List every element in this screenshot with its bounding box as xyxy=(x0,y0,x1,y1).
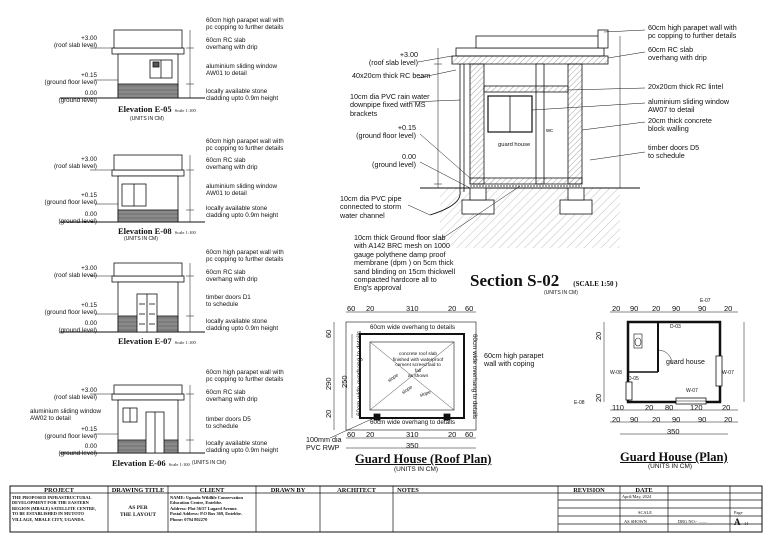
e05-units: (UNITS IN CM) xyxy=(130,116,164,122)
section-slab-spec: 10cm thick Ground floor slab with A142 BRC mesh on 1000 gauge polythene damp proof membrane (dpm ) on 5cm thick sand blinding on 15cm thickwell compacted hardcore all to Eng's approval xyxy=(354,233,456,293)
e06-parapet-note: 60cm high parapet wall with pc copping to further details xyxy=(206,369,284,384)
plan-bottom1-dim-1: 110 xyxy=(612,403,624,412)
tb-header-drawn-by: DRAWN BY xyxy=(270,487,306,494)
e06-stone-note: locally available stone cladding upto 0.9m height xyxy=(206,440,279,455)
roof-plan-drawing xyxy=(330,312,476,448)
roof-left-dim-1: 60 xyxy=(324,329,333,338)
tb-header-notes: NOTES xyxy=(397,487,419,494)
e05-ground-level-label: 0.00 (ground level) xyxy=(58,90,97,105)
e07-ground-level-label: 0.00 (ground level) xyxy=(58,320,97,335)
section-s02-drawing xyxy=(408,30,645,248)
e07-title: Elevation E-07 Scale 1:100 xyxy=(118,336,196,346)
plan-total-dim: 350 xyxy=(667,427,680,436)
plan-top-dim-6: 20 xyxy=(724,304,733,313)
e07-stone-note: locally available stone cladding upto 0.9m height xyxy=(206,318,279,333)
plan-bottom1-dim-3: 80 xyxy=(665,403,674,412)
e06-roof-level-label: +3.00 (roof slab level) xyxy=(53,387,97,402)
e05-window-note: aluminium sliding window AW01 to detail xyxy=(206,63,278,78)
roof-rwp-note: 100mm dia PVC RWP xyxy=(306,435,342,453)
plan-bottom1-dim-2: 20 xyxy=(645,403,654,412)
section-wc-label: wc xyxy=(546,128,554,134)
roof-plan-title: Guard House (Roof Plan) xyxy=(355,452,492,466)
plan-top-dim-3: 20 xyxy=(652,304,661,313)
e06-window-note: aluminium sliding window AW02 to detail xyxy=(30,408,102,423)
roof-slope-1: slope xyxy=(387,373,400,384)
roof-top-dim-5: 60 xyxy=(465,304,474,313)
roof-top-dim-1: 60 xyxy=(347,304,356,313)
tb-header-drawing-title: DRAWING TITLE xyxy=(111,487,165,494)
roof-bottom-dim-5: 60 xyxy=(465,430,474,439)
plan-bottom2-dim-2: 90 xyxy=(630,415,639,424)
section-units: (UNITS IN CM) xyxy=(544,290,578,296)
section-wall-note: 20cm thick concrete block walling xyxy=(648,116,712,134)
e05-title: Elevation E-05 Scale 1:100 xyxy=(118,104,196,114)
plan-tag-d03: D-03 xyxy=(670,324,681,330)
tb-drawing-title-text: AS PER THE LAYOUT xyxy=(119,505,157,518)
e08-parapet-note: 60cm high parapet wall with pc copping to further details xyxy=(206,138,284,153)
section-window-note: aluminium sliding window AW07 to detail xyxy=(648,97,730,115)
tb-scale-value: AS SHOWN xyxy=(624,519,647,524)
plan-tag-w07-side: W-07 xyxy=(722,370,734,376)
e08-roof-level-label: +3.00 (roof slab level) xyxy=(53,156,97,171)
tb-header-revision: REVISION xyxy=(573,487,605,494)
roof-overhang-top: 60cm wide overhang to details xyxy=(370,324,456,331)
tb-client-text: NAME: Uganda Wildlife Conservation Education Centre, Entebbe. Address: Plot 56/57 Lugard Avenue. Postal Address: P.O Box 369, Entebbe. Phone: 0794 802270 xyxy=(170,495,243,522)
tb-date-value: April/May, 2024 xyxy=(622,494,652,499)
tb-header-project: PROJECT xyxy=(44,487,74,494)
section-floor-level-label: +0.15 (ground floor level) xyxy=(356,123,416,141)
floor-plan-units: (UNITS IN CM) xyxy=(648,463,693,470)
plan-left-dim-1: 20 xyxy=(594,331,603,340)
plan-tag-e07: E-07 xyxy=(700,298,711,304)
section-door-note: timber doors D5 to schedule xyxy=(648,143,700,161)
floor-plan-title: Guard House (Plan) xyxy=(620,450,728,464)
plan-bottom2-dim-1: 20 xyxy=(612,415,621,424)
e05-roof-level-label: +3.00 (roof slab level) xyxy=(53,35,97,50)
e08-floor-level-label: +0.15 (ground floor level) xyxy=(44,192,97,207)
e06-door-note: timber doors D5 to schedule xyxy=(206,416,251,431)
roof-overhang-bottom: 60cm wide overhang to details xyxy=(370,419,456,426)
roof-top-dim-3: 310 xyxy=(406,304,419,313)
tb-drg-no: DRG NO:- ........ xyxy=(678,519,708,524)
roof-bottom-dim-2: 20 xyxy=(366,430,375,439)
plan-tag-w07: W-07 xyxy=(686,388,698,394)
e06-ground-level-label: 0.00 (ground level) xyxy=(58,443,97,458)
tb-page-label: Page xyxy=(734,510,743,515)
plan-top-dim-2: 90 xyxy=(630,304,639,313)
plan-bottom1-dim-5: 20 xyxy=(722,403,731,412)
plan-top-dim-5: 90 xyxy=(698,304,707,313)
tb-project-text: THE PROPOSED INFRASTRUCTURAL DEVELOPMENT FOR THE EASTERN REGION (MBALE) SATELLITE CENTRE, TO BE ESTABLISHED IN MUTOTO VILLAGE, MBALE CITY, UGANDA. xyxy=(12,495,97,522)
e05-parapet-note: 60cm high parapet wall with pc copping to further details xyxy=(206,17,284,32)
e05-floor-level-label: +0.15 (ground floor level) xyxy=(44,72,97,87)
e07-parapet-note: 60cm high parapet wall with pc copping to further details xyxy=(206,249,284,264)
plan-room-label: guard house xyxy=(666,359,705,366)
e08-window-note: aluminium sliding window AW01 to detail xyxy=(206,183,278,198)
e07-slab-note: 60cm RC slab overhang with drip xyxy=(206,269,258,284)
e05-slab-note: 60cm RC slab overhang with drip xyxy=(206,37,258,52)
plan-bottom2-dim-6: 20 xyxy=(724,415,733,424)
plan-top-dim-1: 20 xyxy=(612,304,621,313)
plan-tag-e08: E-08 xyxy=(574,400,585,406)
plan-tag-d05: D-05 xyxy=(628,376,639,382)
section-lintel-note: 20x20cm thick RC lintel xyxy=(648,82,724,91)
roof-bottom-dim-3: 310 xyxy=(406,430,419,439)
roof-total-dim: 350 xyxy=(406,441,419,450)
roof-slab-note: concrete roof slab finished with waterproof cement screed laid to fall as shown xyxy=(392,352,444,380)
plan-top-dim-4: 90 xyxy=(672,304,681,313)
e08-ground-level-label: 0.00 (ground level) xyxy=(58,211,97,226)
e06-slab-note: 60cm RC slab overhang with drip xyxy=(206,389,258,404)
roof-top-dim-2: 20 xyxy=(366,304,375,313)
tb-header-date: DATE xyxy=(635,487,653,494)
e07-roof-level-label: +3.00 (roof slab level) xyxy=(53,265,97,280)
tb-header-architect: ARCHITECT xyxy=(337,487,376,494)
section-room-label: guard house xyxy=(498,142,531,148)
e07-door-note: timber doors D1 to schedule xyxy=(206,294,251,309)
section-downpipe-label: 10cm dia PVC rain water downpipe fixed with MS brackets xyxy=(350,92,430,118)
e07-floor-level-label: +0.15 (ground floor level) xyxy=(44,302,97,317)
section-title: Section S-02 (SCALE 1:50 ) xyxy=(470,271,618,290)
roof-overhang-right: 60cm wide overhang to details xyxy=(471,334,478,420)
tb-sheet-letter: A xyxy=(734,517,741,527)
tb-scale-label: SCALE xyxy=(638,510,652,515)
roof-plan-units: (UNITS IN CM) xyxy=(394,466,439,473)
section-beam-label: 40x20cm thick RC beam xyxy=(352,71,431,80)
section-pipe-label: 10cm dia PVC pipe connected to storm water channel xyxy=(340,194,402,220)
roof-slope-3: slope xyxy=(419,390,432,399)
e08-title: Elevation E-08 Scale 1:100 xyxy=(118,226,196,236)
plan-bottom2-dim-3: 20 xyxy=(652,415,661,424)
roof-bottom-dim-4: 20 xyxy=(448,430,457,439)
plan-bottom1-dim-4: 120 xyxy=(690,403,703,412)
plan-left-dim-2: 20 xyxy=(594,393,603,402)
e06-floor-level-label: +0.15 (ground floor level) xyxy=(44,426,97,441)
plan-bottom2-dim-4: 90 xyxy=(672,415,681,424)
roof-left-dim-2: 290 xyxy=(324,377,333,390)
roof-inner-dim: 250 xyxy=(340,375,349,388)
roof-top-dim-4: 20 xyxy=(448,304,457,313)
tb-sheet-number: 14 xyxy=(744,521,749,526)
roof-overhang-left: 60cm wide overhang to details xyxy=(356,330,363,416)
roof-parapet-note: 60cm high parapet wall with coping xyxy=(484,351,544,369)
e06-units: (UNITS IN CM) xyxy=(192,460,226,466)
e08-units: (UNITS IN CM) xyxy=(124,236,158,242)
roof-slope-2: slope xyxy=(401,385,414,396)
roof-left-dim-3: 20 xyxy=(324,409,333,418)
section-ground-level-label: 0.00 (ground level) xyxy=(372,152,416,170)
section-parapet-note: 60cm high parapet wall with pc copping to further details xyxy=(648,23,737,41)
section-roof-level-label: +3.00 (roof slab level) xyxy=(368,50,418,68)
plan-bottom2-dim-5: 90 xyxy=(698,415,707,424)
e05-stone-note: locally available stone cladding upto 0.9m height xyxy=(206,88,279,103)
e06-title: Elevation E-06 Scale 1:100 xyxy=(112,458,190,468)
e08-slab-note: 60cm RC slab overhang with drip xyxy=(206,157,258,172)
roof-bottom-dim-1: 60 xyxy=(347,430,356,439)
plan-tag-w08: W-08 xyxy=(610,370,622,376)
e08-stone-note: locally available stone cladding upto 0.9m height xyxy=(206,205,279,220)
section-slab-note: 60cm RC slab overhang with drip xyxy=(648,45,707,63)
tb-header-client: CLIENT xyxy=(199,487,225,494)
